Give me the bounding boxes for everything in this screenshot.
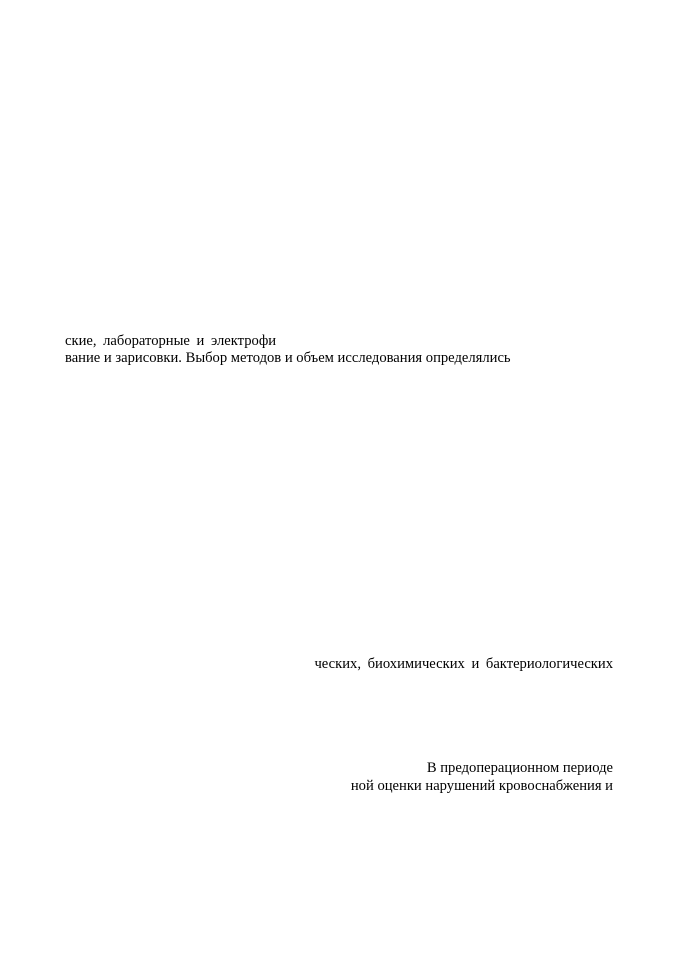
text-line-1: ские, лабораторные и электрофи (65, 333, 277, 349)
text-line-3: ческих, биохимических и бактериологических (314, 656, 613, 672)
text-line-5: ной оценки нарушений кровоснабжения и (350, 778, 613, 794)
text-line-4: В предоперационном периоде (426, 760, 613, 776)
text-line-2: вание и зарисовки. Выбор методов и объем исследования определялись (65, 350, 511, 366)
